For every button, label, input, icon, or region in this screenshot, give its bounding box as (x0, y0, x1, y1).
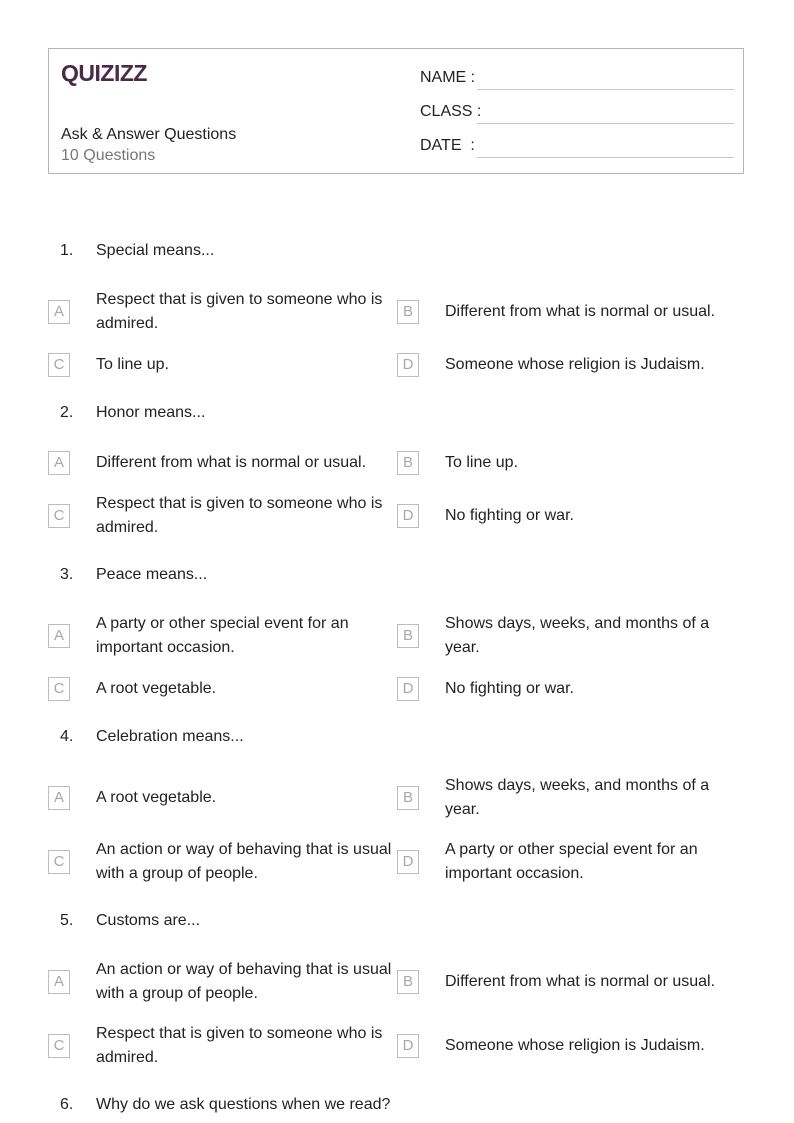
option-text: A root vegetable. (96, 680, 217, 697)
class-field[interactable] (420, 103, 734, 127)
option-text: A party or other special event for an important occasion. (96, 615, 349, 656)
option-letter-box: C (48, 353, 70, 377)
option-text: A party or other special event for an important occasion. (445, 841, 698, 882)
class-line[interactable] (477, 123, 734, 124)
date-line[interactable] (477, 157, 734, 158)
option-letter-box: C (48, 504, 70, 528)
option-letter-box: C (48, 677, 70, 701)
option-letter-box: D (397, 353, 419, 377)
option-letter-box: A (48, 451, 70, 475)
option-text: To line up. (96, 356, 169, 373)
name-label: NAME : (420, 69, 476, 86)
option-letter-box: A (48, 970, 70, 994)
question-text: Customs are... (96, 912, 201, 929)
option-text: An action or way of behaving that is usual with a group of people. (96, 961, 392, 1002)
option-letter-box: C (48, 850, 70, 874)
option-letter-box: B (397, 786, 419, 810)
option-text: No fighting or war. (445, 507, 574, 524)
date-field[interactable] (420, 137, 734, 161)
class-label: CLASS : (420, 103, 482, 120)
question-count: 10 Questions (61, 147, 156, 164)
option-letter-box: A (48, 786, 70, 810)
option-text: Different from what is normal or usual. (445, 303, 716, 320)
option-text: Respect that is given to someone who is admired. (96, 291, 383, 332)
option-letter-box: A (48, 624, 70, 648)
question-number: 2. (60, 404, 74, 421)
option-text: Someone whose religion is Judaism. (445, 356, 705, 373)
option-text: Shows days, weeks, and months of a year. (445, 615, 710, 656)
question-number: 3. (60, 566, 74, 583)
name-line[interactable] (477, 89, 734, 90)
question-number: 1. (60, 242, 74, 259)
question-number: 4. (60, 728, 74, 745)
svg-text:QUIZIZZ: QUIZIZZ (61, 60, 147, 86)
option-text: An action or way of behaving that is usual with a group of people. (96, 841, 392, 882)
worksheet-header (48, 48, 744, 174)
option-letter-box: B (397, 970, 419, 994)
question-number: 6. (60, 1096, 74, 1113)
worksheet-title: Ask & Answer Questions (61, 126, 237, 143)
option-letter-box: D (397, 504, 419, 528)
option-text: A root vegetable. (96, 789, 217, 806)
option-letter-box: D (397, 1034, 419, 1058)
name-field[interactable] (420, 69, 734, 93)
option-text: Respect that is given to someone who is admired. (96, 495, 383, 536)
date-label: DATE : (420, 137, 475, 154)
option-letter-box: B (397, 300, 419, 324)
option-text: Shows days, weeks, and months of a year. (445, 777, 710, 818)
question-text: Why do we ask questions when we read? (96, 1096, 391, 1113)
option-letter-box: C (48, 1034, 70, 1058)
option-text: No fighting or war. (445, 680, 574, 697)
option-text: Respect that is given to someone who is admired. (96, 1025, 383, 1066)
option-text: To line up. (445, 454, 518, 471)
option-letter-box: D (397, 677, 419, 701)
option-letter-box: B (397, 624, 419, 648)
question-text: Honor means... (96, 404, 206, 421)
option-text: Different from what is normal or usual. (445, 973, 716, 990)
option-letter-box: A (48, 300, 70, 324)
quizizz-logo (61, 59, 161, 87)
option-text: Someone whose religion is Judaism. (445, 1037, 705, 1054)
option-text: Different from what is normal or usual. (96, 454, 367, 471)
question-text: Peace means... (96, 566, 208, 583)
option-letter-box: B (397, 451, 419, 475)
question-text: Special means... (96, 242, 215, 259)
option-letter-box: D (397, 850, 419, 874)
question-number: 5. (60, 912, 74, 929)
question-text: Celebration means... (96, 728, 244, 745)
